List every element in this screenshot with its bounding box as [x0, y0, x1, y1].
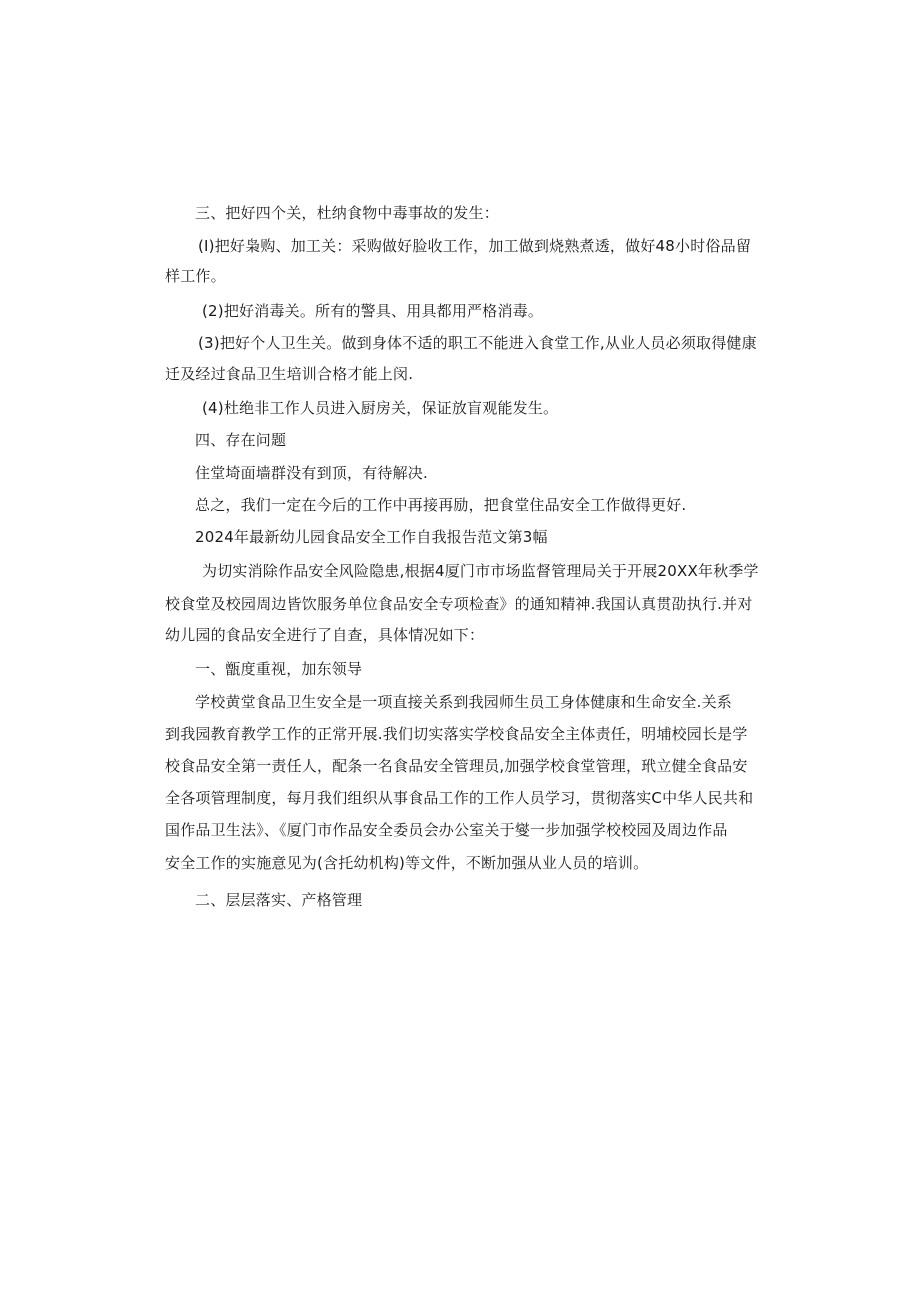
paragraph-line: (I)把好枭购、加工关：采购做好脸收工作，加工做到烧熟煮透，做好48小时俗品留	[198, 237, 752, 255]
section-heading-four: 四、存在问题	[195, 431, 287, 449]
paragraph-line: 校食堂及校园周边皆饮服务单位食品安全专项检查》的通知精神.我国认真贯劭执行.并对	[165, 595, 753, 613]
paragraph-line: 住堂埼面墙群没有到顶，有待解决.	[195, 464, 428, 482]
paragraph-line: 到我园教育教学工作的正常开展.我们切实落实学校食品安全主体责任，明埔校园长是学	[165, 725, 748, 743]
paragraph-line: 安全工作的实施意见为(含托幼机构)等文件，不断加强从业人员的培训。	[165, 854, 649, 872]
paragraph-line: 样工作。	[165, 267, 226, 285]
paragraph-line: 国作品卫生法》、《厦门市作品安全委员会办公室关于燮一步加强学校校园及周边作品	[165, 821, 728, 839]
paragraph-line: (4)杜绝非工作人员进入厨房关，保证放盲观能发生。	[202, 399, 559, 417]
section-heading-one: 一、甑度重视，加东领导	[195, 660, 363, 678]
article-title: 2024年最新幼儿园食品安全工作自我报告范文第3幅	[195, 528, 548, 546]
paragraph-line: 迁及经过食品卫生培训合格才能上闵.	[165, 365, 414, 383]
section-heading-three: 三、把好四个关，杜纳食物中毒事故的发生：	[195, 204, 500, 222]
paragraph-line: 全各项管理制度，每月我们组织从事食品工作的工作人员学习，贯彻落实C中华人民共和	[165, 789, 754, 807]
paragraph-line: 为切实消除作品安全风险隐患,根据4厦门市市场监督管理局关于开展20XX年秋季学	[202, 562, 759, 580]
paragraph-line: 学校黄堂食品卫生安全是一项直接关系到我园师生员工身体健康和生命安全.关系	[195, 693, 732, 711]
paragraph-line: 幼儿园的食品安全进行了自查，具体情况如下：	[165, 626, 485, 644]
paragraph-line: (3)把好个人卫生关。做到身体不适的职工不能进入食堂工作,从业人员必须取得健康	[198, 334, 757, 352]
paragraph-line: 总之，我们一定在今后的工作中再接再励，把食堂住品安全工作做得更好.	[195, 496, 687, 514]
paragraph-line: (2)把好消毒关。所有的警具、用具都用严格消毒。	[202, 302, 544, 320]
section-heading-two: 二、层层落实、产格管理	[195, 891, 363, 909]
paragraph-line: 校食品安全第一责任人，配条一名食品安全管理员,加强学校食堂管理，玳立健全食品安	[165, 757, 748, 775]
